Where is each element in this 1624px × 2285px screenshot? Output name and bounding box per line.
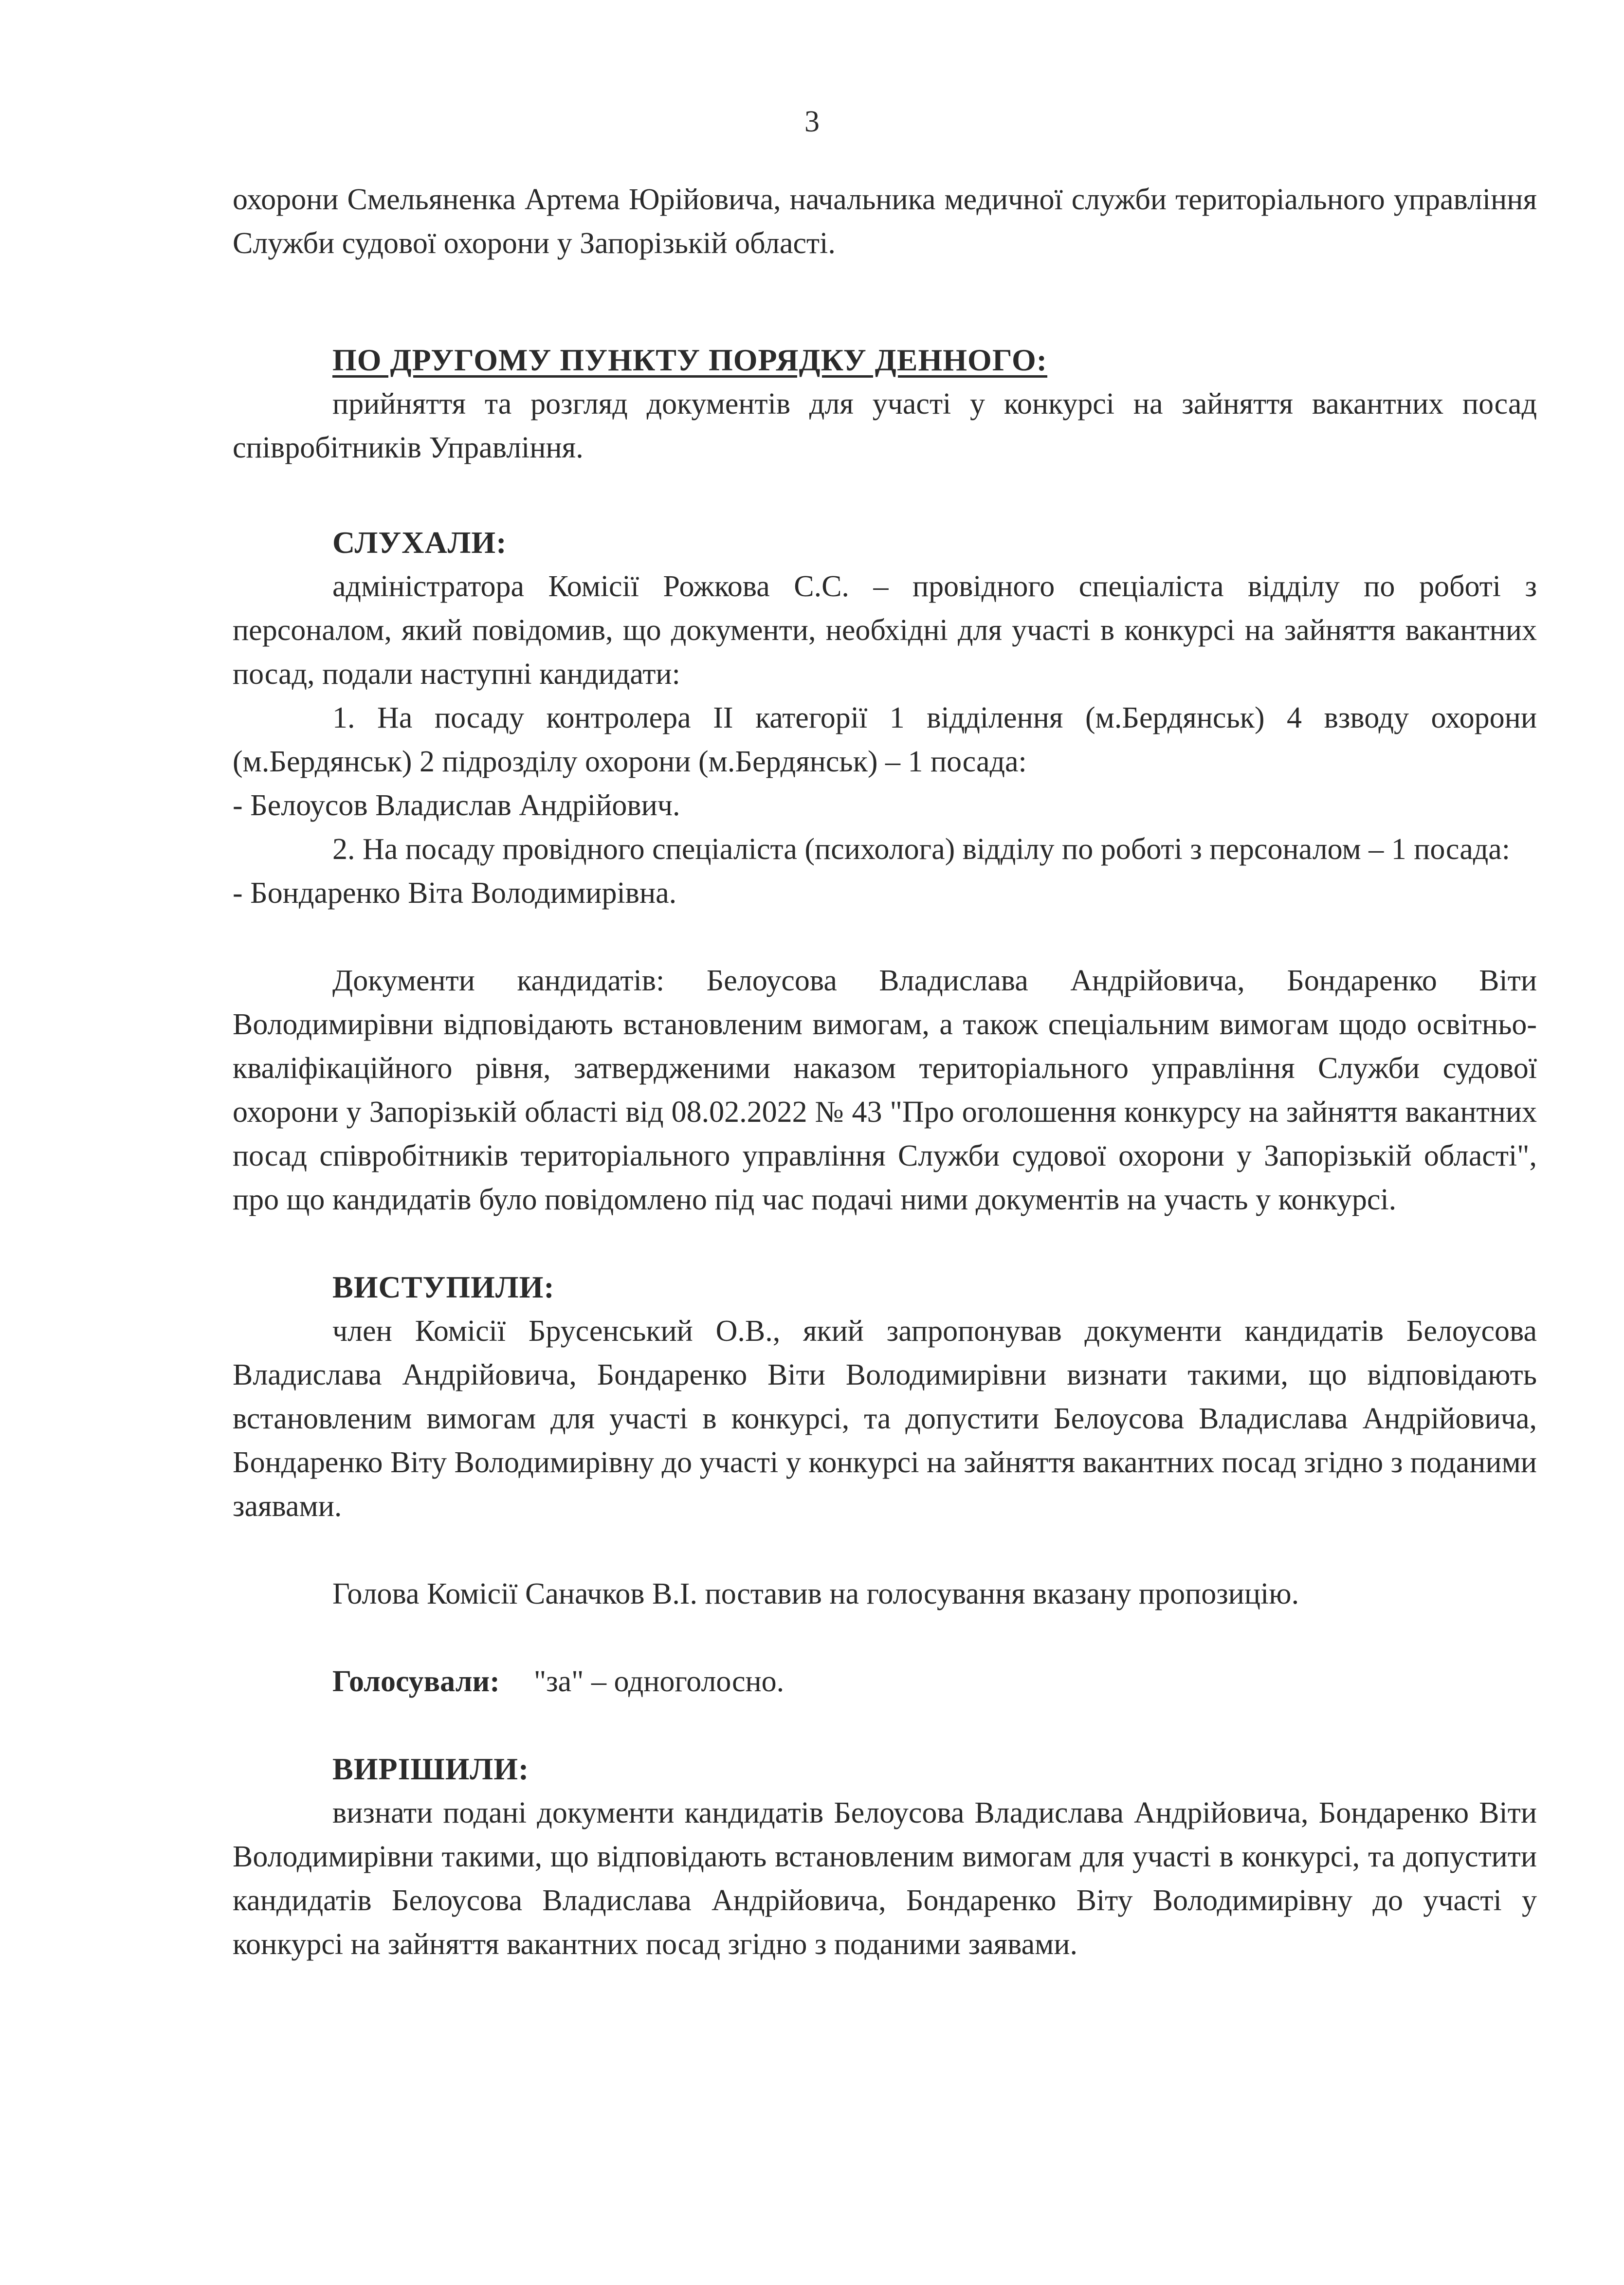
heard-heading: СЛУХАЛИ: [332,525,507,560]
agenda-item-heading: ПО ДРУГОМУ ПУНКТУ ПОРЯДКУ ДЕННОГО: [332,343,1048,377]
intro-paragraph: охорони Смельяненка Артема Юрійовича, начальника медичної служби територіального управління Служби судової охорони у Запорізькій області. [233,183,1537,260]
decided-heading: ВИРІШИЛИ: [332,1752,529,1786]
page-number: 3 [804,105,820,138]
chair-paragraph: Голова Комісії Саначков В.І. поставив на голосування вказану пропозицію. [332,1577,1299,1610]
position-1: 1. На посаду контролера ІІ категорії 1 відділення (м.Бердянськ) 4 взводу охорони (м.Бердянськ) 2 підрозділу охорони (м.Бердянськ) – 1 посада: [233,701,1537,778]
documents-paragraph: Документи кандидатів: Белоусова Владислава Андрійовича, Бондаренко Віти Володимирівни відповідають встановленим вимогам, а також спеціальним вимогам щодо освітньо-кваліфікаційного рівня, затвердженими наказом територіального управління Служби судової охорони у Запорізькій області від 08.02.2022 № 43 "Про оголошення конкурсу на зайняття вакантних посад співробітників територіального управління Служби судової охорони у Запорізькій області", про що кандидатів було повідомлено під час подачі ними документів на участь у конкурсі. [233,964,1537,1216]
spoke-heading: ВИСТУПИЛИ: [332,1270,555,1304]
agenda-item-text: прийняття та розгляд документів для участі у конкурсі на зайняття вакантних посад співробітників Управління. [233,387,1537,464]
decided-text: визнати подані документи кандидатів Белоусова Владислава Андрійовича, Бондаренко Віти Володимирівни такими, що відповідають встановленим вимогам для участі в конкурсі, та допустити кандидатів Белоусова Владислава Андрійовича, Бондаренко Віту Володимирівну до участі у конкурсі на зайняття вакантних посад згідно з поданими заявами. [233,1796,1537,1961]
document-body [233,178,1537,1966]
candidate-2: - Бондаренко Віта Володимирівна. [233,877,677,910]
candidate-1: - Белоусов Владислав Андрійович. [233,789,680,822]
position-2: 2. На посаду провідного спеціаліста (психолога) відділу по роботі з персоналом – 1 посада: [332,833,1510,866]
voting-result: "за" – одноголосно. [533,1665,785,1698]
voting-line [233,1660,1537,1703]
heard-text: адміністратора Комісії Рожкова С.С. – провідного спеціаліста відділу по роботі з персоналом, який повідомив, що документи, необхідні для участі в конкурсі на зайняття вакантних посад, подали наступні кандидати: [233,570,1537,691]
spoke-text: член Комісії Брусенський О.В., який запропонував документи кандидатів Белоусова Владислава Андрійовича, Бондаренко Віти Володимирівни визнати такими, що відповідають встановленим вимогам для участі в конкурсі, та допустити Белоусова Владислава Андрійовича, Бондаренко Віту Володимирівну до участі у конкурсі на зайняття вакантних посад згідно з поданими заявами. [233,1315,1537,1523]
voting-label: Голосували: [332,1665,500,1698]
